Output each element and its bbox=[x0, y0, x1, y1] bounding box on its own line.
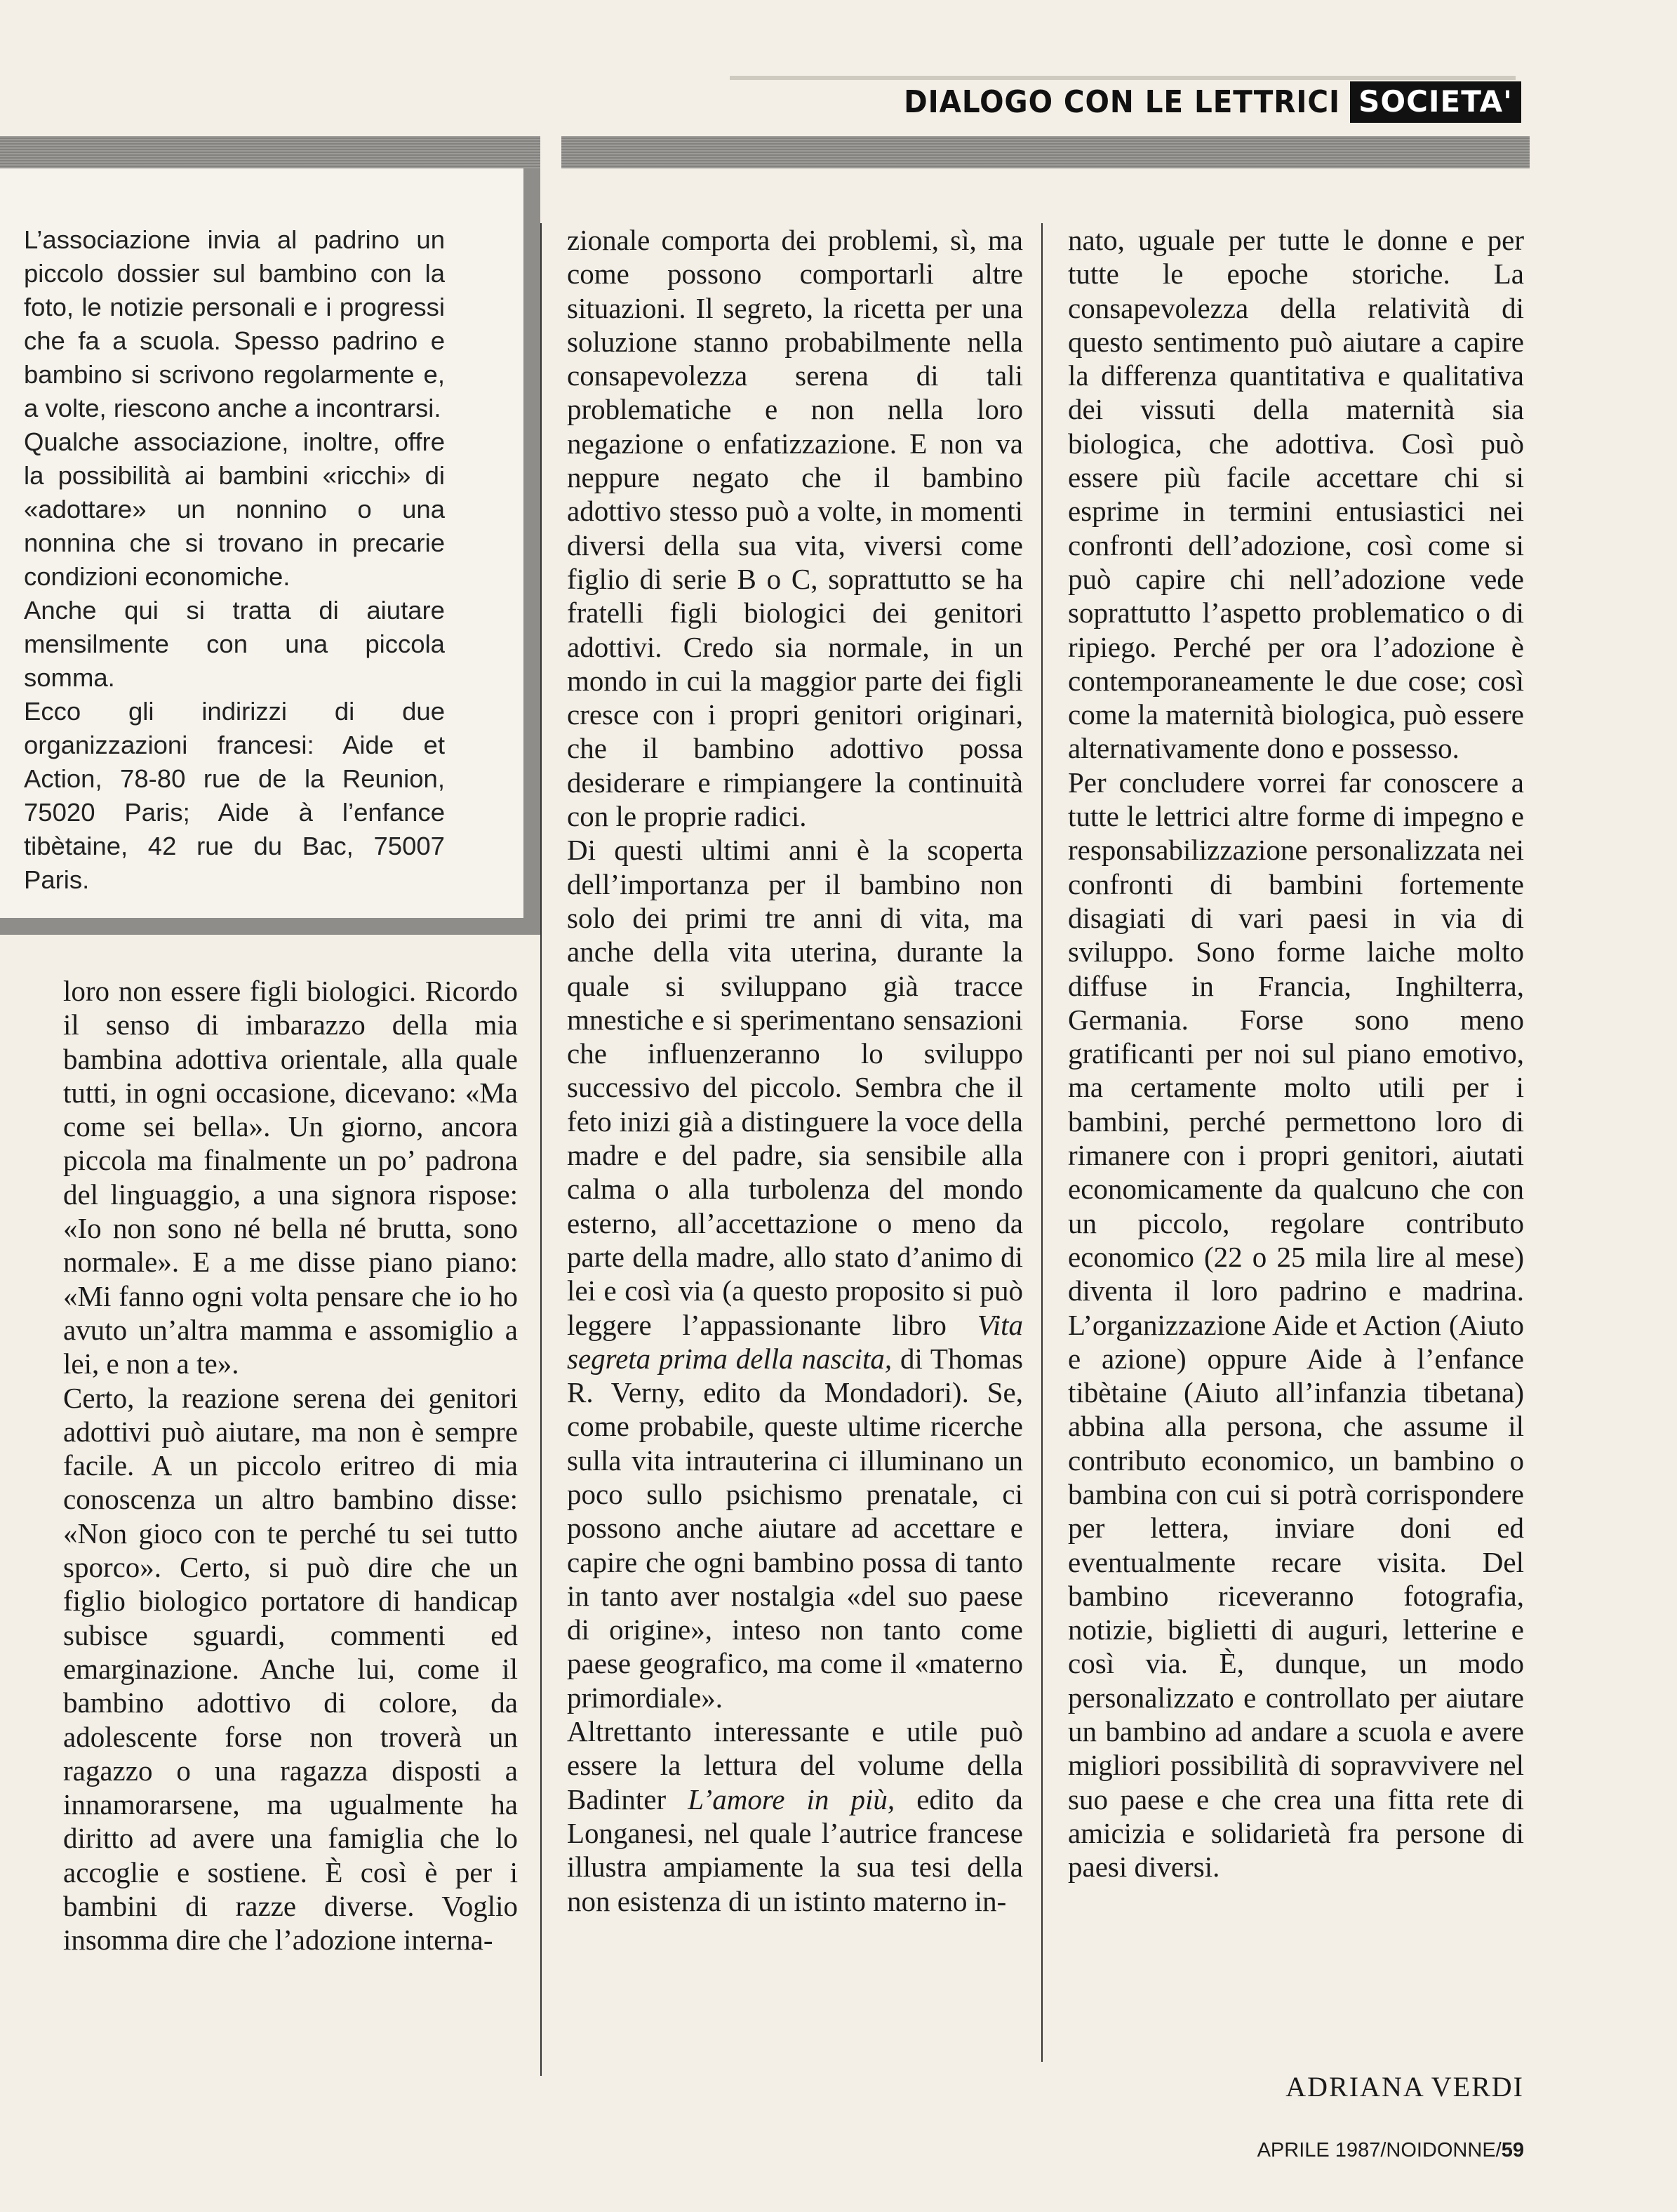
author-signature: ADRIANA VERDI bbox=[1285, 2071, 1524, 2103]
section-header bbox=[866, 77, 1521, 126]
article-column-1 bbox=[63, 974, 518, 1957]
body-paragraph: Certo, la reazione serena dei genitori adottivi può aiutare, ma non è sempre facile. A un piccolo eritreo di mia conoscenza un altro bambino disse: «Non gioco con te perché tu sei tutto sporco». Certo, si può dire che un figlio biologico portatore di handicap subisce sguardi, commenti ed emarginazione. Anche lui, come il bambino adottivo di colore, da adolescente forse non troverà un ragazzo o una ragazza disposti a innamorarsene, ma ugualmente ha diritto ad avere una famiglia che lo accoglie e sostiene. È così è per i bambini di razze diverse. Voglio insomma dire che l’adozione interna- bbox=[63, 1381, 518, 1957]
section-title: DIALOGO CON LE LETTRICI bbox=[904, 84, 1341, 120]
page-number: 59 bbox=[1501, 2139, 1524, 2161]
body-text: Di questi ultimi anni è la scoperta dell’importanza per il bambino non solo dei primi tre anni di vita, ma anche della vita uterina, durante la quale si sviluppano già tracce mnestiche e si sperimentano sensazioni che influenzeranno lo sviluppo successivo del piccolo. Sembra che il feto inizi già a distinguere la voce della madre e del padre, sia sensibile alla calma o alla turbolenza del mondo esterno, all’accettazione o meno da parte della madre, allo stato d’animo di lei e così via (a questo proposito si può leggere l’appassionante libro bbox=[567, 834, 1023, 1341]
issue-line: APRILE 1987/NOIDONNE/ bbox=[1257, 2139, 1502, 2161]
book-title: Vita segreta prima della nascita, bbox=[567, 1308, 1024, 1375]
body-text: edito da Longanesi, nel quale l’autrice francese illustra ampiamente la sua tesi della non esistenza di un istinto materno in- bbox=[567, 1783, 1024, 1917]
body-paragraph: loro non essere figli biologici. Ricordo il senso di imbarazzo della mia bambina adottiva orientale, alla quale tutti, in ogni occasione, dicevano: «Ma come sei bella». Un giorno, ancora piccola ma finalmente un po’ padrona del linguaggio, a una signora rispose: «Io non sono né bella né brutta, sono normale». E a me disse piano piano: «Mi fanno ogni volta pensare che io ho avuto un’altra mamma e assomiglio a lei, e non a te». bbox=[63, 975, 518, 1380]
column-rule bbox=[1041, 223, 1043, 2062]
body-text: di Thomas R. Verny, edito da Mondadori). Se, come probabile, queste ultime ricerche sulla vita intrauterina ci illuminano un poco sullo psichismo prenatale, ci possono anche aiutare ad accettare e capire che ogni bambino possa di tanto in tanto aver nostalgia «del suo paese di origine», inteso non tanto come paese geografico, ma come il «materno primordiale». bbox=[567, 1342, 1023, 1714]
box-paragraph: Anche qui si tratta di aiutare mensilmente con una piccola somma. bbox=[24, 596, 445, 692]
body-paragraph bbox=[567, 1714, 1023, 1918]
section-tag: SOCIETA' bbox=[1350, 81, 1521, 123]
article-column-2 bbox=[567, 223, 1023, 1918]
top-band-left bbox=[0, 136, 540, 168]
page-footer bbox=[1179, 2139, 1524, 2162]
box-paragraph: Qualche associazione, inoltre, offre la possibilità ai bambini «ricchi» di «adottare» un nonnino o una nonnina che si trovano in precarie condizioni economiche. bbox=[24, 427, 445, 591]
body-paragraph bbox=[567, 833, 1023, 1714]
top-band-right bbox=[561, 136, 1530, 168]
box-paragraph: L’associazione invia al padrino un piccolo dossier sul bambino con la foto, le notizie personali e i progressi che fa a scuola. Spesso padrino e bambino si scrivono regolarmente e, a volte, riescono anche a incontrarsi. bbox=[24, 225, 445, 422]
column-rule bbox=[540, 223, 542, 2076]
body-text: Altrettanto interessante e utile può essere la lettura del volume della Badinter bbox=[567, 1715, 1023, 1815]
sidebar-box-text bbox=[24, 223, 445, 897]
body-paragraph: nato, uguale per tutte le donne e per tutte le epoche storiche. La consapevolezza della relatività di questo sentimento può aiutare a capire la differenza quantitativa e qualitativa dei vissuti della maternità sia biologica, che adottiva. Così può essere più facile accettare chi si esprime in termini entusiastici nei confronti dell’adozione, così come si può capire chi nell’adozione vede soprattutto l’aspetto problematico o di ripiego. Perché per ora l’adozione è contemporaneamente le due cose; così come la maternità biologica, può essere alternativamente dono e possesso. bbox=[1068, 224, 1524, 765]
book-title: L’amore in più, bbox=[688, 1783, 895, 1815]
article-column-3 bbox=[1068, 223, 1524, 1884]
box-paragraph: Ecco gli indirizzi di due organizzazioni francesi: Aide et Action, 78-80 rue de la Reunion, 75020 Paris; Aide à l’enfance tibètaine, 42 rue du Bac, 75007 Paris. bbox=[24, 697, 445, 894]
body-paragraph: Per concludere vorrei far conoscere a tutte le lettrici altre forme di impegno e responsabilizzazione personalizzata nei confronti di bambini fortemente disagiati di vari paesi in via di sviluppo. Sono forme laiche molto diffuse in Francia, Inghilterra, Germania. Forse sono meno gratificanti per noi sul piano emotivo, ma certamente molto utili per i bambini, perché permettono loro di rimanere con i propri genitori, aiutati economicamente da qualcuno che con un piccolo, regolare contributo economico (22 o 25 mila lire al mese) diventa il loro padrino e madrina. L’organizzazione Aide et Action (Aiuto e azione) oppure Aide à l’enfance tibètaine (Aiuto all’infanzia tibetana) abbina alla persona, che assume il contributo economico, un bambino o bambina con cui si potrà corrispondere per lettera, inviare doni ed eventualmente recare visita. Del bambino riceveranno fotografia, notizie, biglietti di auguri, letterine e così via. È, dunque, un modo personalizzato e controllato per aiutare un bambino ad andare a scuola e avere migliori possibilità di sopravvivere nel suo paese e che crea una fitta rete di amicizia e solidarietà fra persone di paesi diversi. bbox=[1068, 766, 1524, 1884]
body-paragraph: zionale comporta dei problemi, sì, ma come possono comportarli altre situazioni. Il segreto, la ricetta per una soluzione stanno probabilmente nella consapevolezza serena di tali problematiche e non nella loro negazione o enfatizzazione. E non va neppure negato che il bambino adottivo stesso può a volte, in momenti diversi della sua vita, viversi come figlio di serie B o C, soprattutto se ha fratelli figli biologici dei genitori adottivi. Credo sia normale, in un mondo in cui la maggior parte dei figli cresce con i propri genitori originari, che il bambino adottivo possa desiderare e rimpiangere la continuità con le proprie radici. bbox=[567, 224, 1023, 833]
